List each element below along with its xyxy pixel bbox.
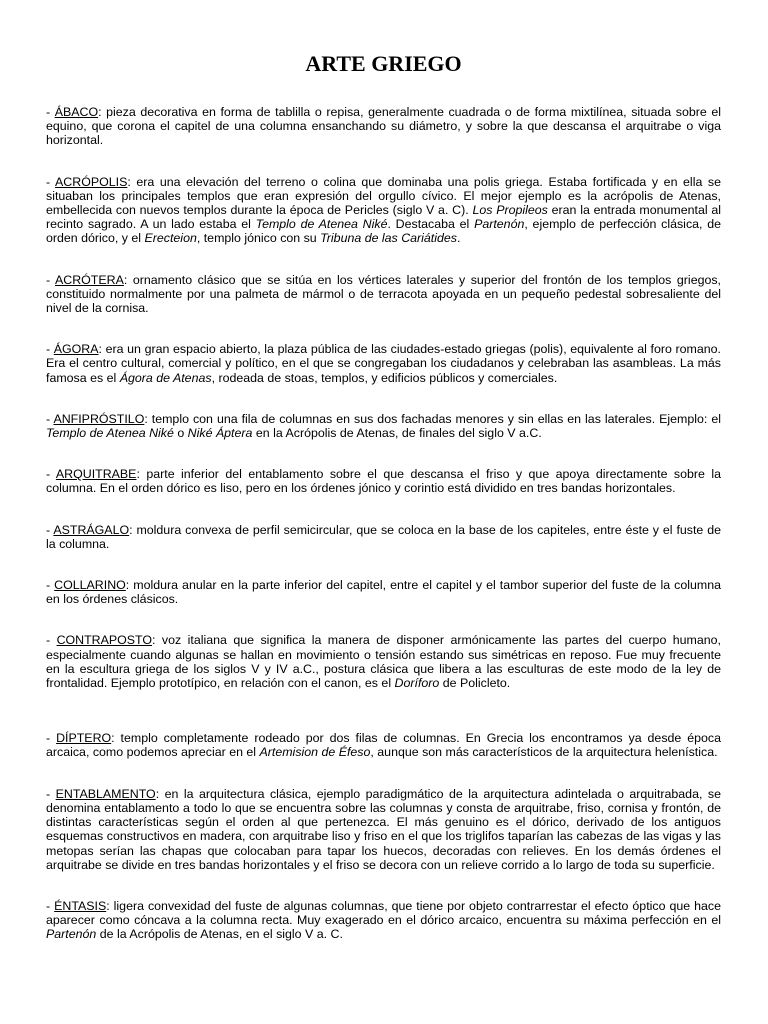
glossary-term: ENTABLAMENTO	[55, 786, 156, 801]
italic-reference: Doríforo	[394, 676, 440, 691]
definition-text: : moldura anular en la parte inferior del capitel, entre el capitel y el tambor superior del fuste de la columna en los órdenes clásicos.	[46, 578, 721, 607]
glossary-entry: - ÉNTASIS: ligera convexidad del fuste de algunas columnas, que tiene por objeto contrarrestar el efecto óptico que hace aparecer como cóncava a la columna recta. Muy exagerado en el dórico arcaico, encuentra su máxima perfección en el Partenón de la Acrópolis de Atenas, en el siglo V a. C.	[46, 898, 721, 942]
definition-text: : pieza decorativa en forma de tablilla o repisa, generalmente cuadrada o de forma mixtilínea, situada sobre el equino, que corona el capitel de una columna ensanchando su diámetro, y sobre la que descansa el arquitrabe o viga horizontal.	[46, 105, 721, 148]
italic-reference: Los Propileos	[472, 203, 548, 218]
glossary-term: COLLARINO	[54, 578, 126, 593]
definition-text: : parte inferior del entablamento sobre el que descansa el friso y que apoya directamente sobre la columna. En el orden dórico es liso, pero en los órdenes jónico y corintio está dividido en tres bandas horizontales.	[46, 467, 721, 496]
glossary-term: ANFIPRÓSTILO	[53, 411, 145, 426]
glossary-term: ARQUITRABE	[55, 467, 137, 482]
glossary-entry: - ANFIPRÓSTILO: templo con una fila de columnas en sus dos fachadas menores y sin ellas en las laterales. Ejemplo: el Templo de Atenea Niké o Niké Áptera en la Acrópolis de Atenas, de finales del siglo V a.C.	[46, 411, 721, 441]
glossary-term: DÍPTERO	[56, 731, 112, 746]
definition-text: , ejemplo de perfección clásica, de orden dórico, y el	[46, 217, 722, 246]
glossary-entry: - ACRÓPOLIS: era una elevación del terreno o colina que dominaba una polis griega. Estaba fortificada y en ella se situaban los principales templos que eran expresión del orgullo cívico. El mejor ejemplo es la acrópolis de Atenas, embellecida con nuevos templos durante la época de Pericles (siglo V a. C). Los Propileos eran la entrada monumental al recinto sagrado. A un lado estaba el Templo de Atenea Niké. Destacaba el Partenón, ejemplo de perfección clásica, de orden dórico, y el Erecteion, templo jónico con su Tribuna de las Cariátides.	[46, 174, 722, 246]
definition-text: eran la entrada monumental al recinto sagrado. A un lado estaba el	[46, 203, 722, 232]
italic-reference: Tribuna de las Cariátides	[320, 231, 457, 246]
definition-text: : ornamento clásico que se sitúa en los vértices laterales y superior del frontón de los templos griegos, constituido normalmente por una palmeta de mármol o de terracota apoyada en un pequeño pedestal sobresaliente del nivel de la cornisa.	[46, 272, 722, 316]
glossary-entry: - ENTABLAMENTO: en la arquitectura clásica, ejemplo paradigmático de la arquitectura adintelada o arquitrabada, se denomina entablamento a todo lo que se encuentra sobre las columnas y consta de arquitrabe, friso, cornisa y frontón, de distintas características según el orden al que pertenezca. El más genuino es el dórico, derivado de los antiguos esquemas constructivos en madera, con arquitrabe liso y friso en el que los triglifos taparían las cabezas de las vigas y las metopas serían las chapas que colocaban para tapar los huecos, decoradas con relieves. En los demás órdenes el arquitrabe se divide en tres bandas horizontales y el friso se decora con un relieve corrido a lo largo de toda su superficie.	[46, 786, 721, 872]
glossary-term: CONTRAPOSTO	[56, 633, 153, 648]
italic-reference: Partenón	[474, 217, 525, 232]
glossary-entry: - DÍPTERO: templo completamente rodeado por dos filas de columnas. En Grecia los encontramos ya desde época arcaica, como podemos apreciar en el Artemision de Éfeso, aunque son más característicos de la arquitectura helenística.	[46, 731, 721, 760]
definition-text: , aunque son más característicos de la arquitectura helenística.	[370, 745, 718, 760]
italic-reference: Templo de Atenea Niké	[255, 217, 388, 232]
definition-text: .	[456, 231, 461, 246]
italic-reference: Partenón	[46, 927, 97, 942]
italic-reference: Erecteion	[144, 231, 197, 246]
italic-reference: Niké Áptera	[187, 426, 253, 441]
glossary-entry: - CONTRAPOSTO: voz italiana que significa la manera de disponer armónicamente las partes del cuerpo humano, especialmente cuando algunas se hallan en movimiento o tensión estando sus simétricas en reposo. Fue muy frecuente en la escultura griega de los siglos V y IV a.C., postura clásica que libera a las esculturas de este modo de la ley de frontalidad. Ejemplo prototípico, en relación con el canon, es el Doríforo de Policleto.	[46, 633, 721, 691]
definition-text: : en la arquitectura clásica, ejemplo paradigmático de la arquitectura adintelada o arquitrabada, se denomina entablamento a todo lo que se encuentra sobre las columnas y consta de arquitrabe, friso, cornisa y frontón, de distintas características según el orden al que pertenezca. El más genuino es el dórico, derivado de los antiguos esquemas constructivos en madera, con arquitrabe liso y friso en el que los triglifos taparían las cabezas de las vigas y las metopas serían las chapas que colocaban para tapar los huecos, decoradas con relieves. En los demás órdenes el arquitrabe se divide en tres bandas horizontales y el friso se decora con un relieve corrido a lo largo de toda su superficie.	[46, 786, 721, 872]
definition-text: . Destacaba el	[387, 217, 475, 232]
italic-reference: Artemision de Éfeso	[259, 745, 371, 760]
italic-reference: Templo de Atenea Niké	[46, 426, 174, 441]
definition-text: , templo jónico con su	[196, 231, 321, 246]
definition-text: de la Acrópolis de Atenas, en el siglo V a. C.	[96, 927, 343, 942]
page-title: ARTE GRIEGO	[305, 51, 462, 76]
glossary-term: ÁGORA	[53, 342, 99, 357]
definition-text: : templo completamente rodeado por dos filas de columnas. En Grecia los encontramos ya desde época arcaica, como podemos apreciar en el	[46, 731, 721, 760]
glossary-term: ACRÓPOLIS	[55, 174, 128, 189]
glossary-term: ASTRÁGALO	[53, 522, 130, 537]
definition-text: o	[173, 426, 188, 441]
definition-text: : ligera convexidad del fuste de algunas columnas, que tiene por objeto contrarrestar el efecto óptico que hace aparecer como cóncava a la columna recta. Muy exagerado en el dórico arcaico, encuentra su máxima perfección en el	[46, 898, 721, 928]
glossary-entry: - ASTRÁGALO: moldura convexa de perfil semicircular, que se coloca en la base de los capiteles, entre éste y el fuste de la columna.	[46, 522, 722, 551]
definition-text: : voz italiana que significa la manera de disponer armónicamente las partes del cuerpo humano, especialmente cuando algunas se hallan en movimiento o tensión estando sus simétricas en reposo. Fue muy frecuente en la escultura griega de los siglos V y IV a.C., postura clásica que libera a las esculturas de este modo de la ley de frontalidad. Ejemplo prototípico, en relación con el canon, es el	[46, 633, 721, 691]
glossary-entry: - ARQUITRABE: parte inferior del entablamento sobre el que descansa el friso y que apoya directamente sobre la columna. En el orden dórico es liso, pero en los órdenes jónico y corintio está dividido en tres bandas horizontales.	[46, 467, 721, 496]
glossary-list	[46, 105, 721, 942]
definition-text: : moldura convexa de perfil semicircular, que se coloca en la base de los capiteles, entre éste y el fuste de la columna.	[46, 522, 722, 551]
definition-text: : templo con una fila de columnas en sus dos fachadas menores y sin ellas en las laterales. Ejemplo: el	[144, 411, 721, 426]
italic-reference: Ágora de Atenas	[119, 370, 212, 385]
glossary-entry: - ÁGORA: era un gran espacio abierto, la plaza pública de las ciudades-estado griegas (polis), equivalente al foro romano. Era el centro cultural, comercial y político, en el que se congregaban los ciudadanos y celebraban las asambleas. La más famosa es el Ágora de Atenas, rodeada de stoas, templos, y edificios públicos y comerciales.	[46, 342, 721, 385]
definition-text: : era un gran espacio abierto, la plaza pública de las ciudades-estado griegas (polis), equivalente al foro romano. Era el centro cultural, comercial y político, en el que se congregaban los ciudadanos y celebraban las asambleas. La más famosa es el	[46, 342, 721, 385]
glossary-term: ÁBACO	[54, 105, 99, 119]
glossary-term: ACRÓTERA	[55, 272, 124, 287]
glossary-entry: - ÁBACO: pieza decorativa en forma de tablilla o repisa, generalmente cuadrada o de forma mixtilínea, situada sobre el equino, que corona el capitel de una columna ensanchando su diámetro, y sobre la que descansa el arquitrabe o viga horizontal.	[46, 105, 721, 148]
definition-text: , rodeada de stoas, templos, y edificios públicos y comerciales.	[211, 370, 558, 385]
definition-text: de Policleto.	[439, 676, 511, 691]
glossary-term: ÉNTASIS	[54, 898, 107, 913]
definition-text: : era una elevación del terreno o colina que dominaba una polis griega. Estaba fortificada y en ella se situaban los principales templos que eran expresión del orgullo cívico. El mejor ejemplo es la acrópolis de Atenas, embellecida con nuevos templos durante la época de Pericles (siglo V a. C).	[46, 174, 721, 218]
glossary-entry: - ACRÓTERA: ornamento clásico que se sitúa en los vértices laterales y superior del frontón de los templos griegos, constituido normalmente por una palmeta de mármol o de terracota apoyada en un pequeño pedestal sobresaliente del nivel de la cornisa.	[46, 272, 722, 316]
document-page	[46, 50, 721, 942]
definition-text: en la Acrópolis de Atenas, de finales del siglo V a.C.	[252, 426, 542, 441]
glossary-entry: - COLLARINO: moldura anular en la parte inferior del capitel, entre el capitel y el tambor superior del fuste de la columna en los órdenes clásicos.	[46, 578, 721, 607]
